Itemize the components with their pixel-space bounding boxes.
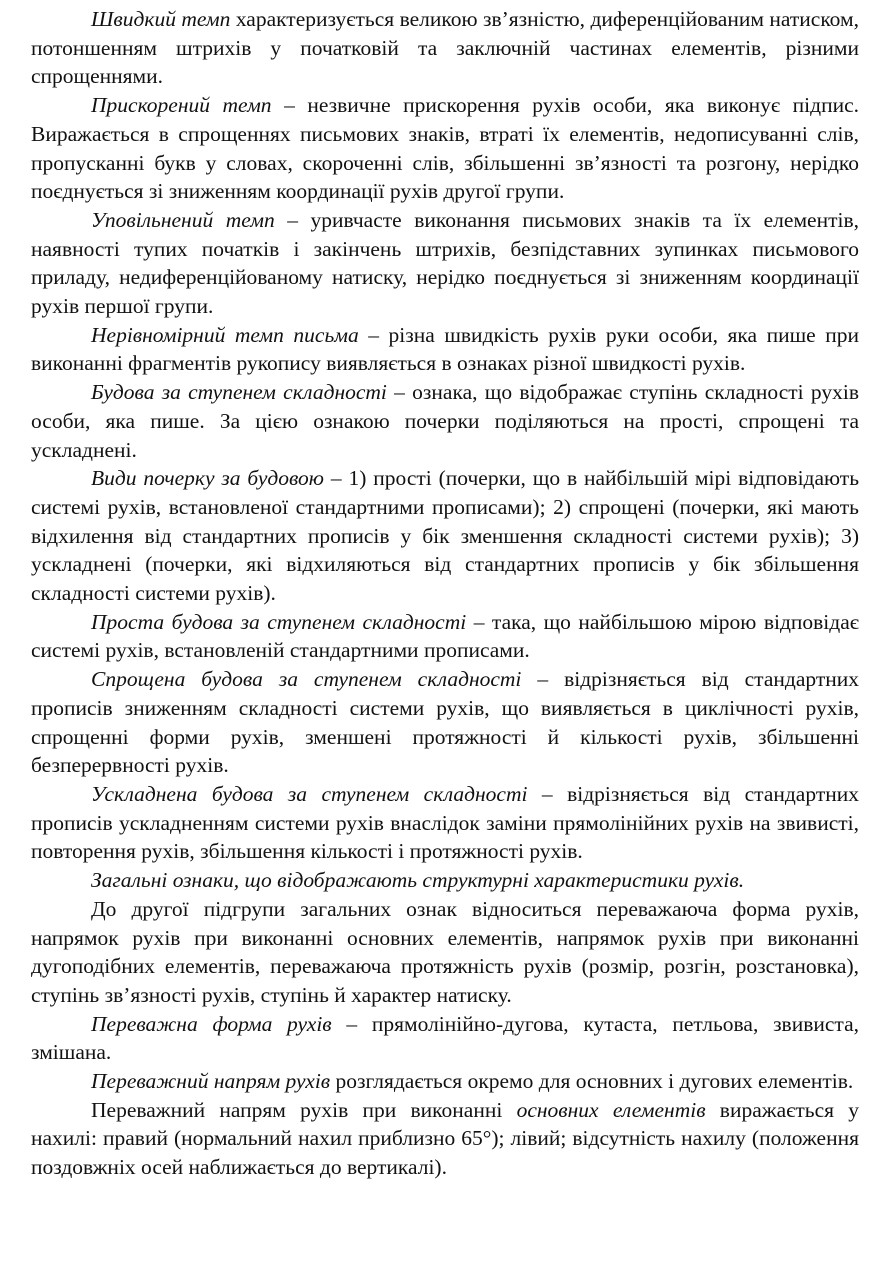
paragraph-simplified-structure: [31, 665, 859, 780]
paragraph-text: виражається у нахилі: правий (нормальний нахил приблизно 65°); лівий; відсутність нахилу (положення поздовжніх осей наближається до вертикалі).: [31, 1097, 860, 1180]
paragraph-text: – прямолінійно-дугова, кутаста, петльова, звивиста, змішана.: [31, 1011, 859, 1065]
term: Прискорений темп: [91, 93, 272, 118]
paragraph-text: – уривчасте виконання письмових знаків та їх елементів, наявності тупих початків і закінчень штрихів, безпідставних зупинках письмового приладу, недиференційованому натиску, нерідко поєднується зі зниженням координації рухів першої групи.: [31, 207, 859, 319]
section-heading: [31, 866, 859, 895]
term: Уповільнений темп: [91, 207, 275, 232]
paragraph-movement-form: [31, 1010, 859, 1067]
paragraph-uneven-tempo: [31, 321, 859, 378]
paragraph-handwriting-types: [31, 464, 859, 608]
term: Проста будова за ступенем складності: [91, 609, 467, 634]
term: Будова за ступенем складності: [91, 380, 387, 405]
paragraph-text: розглядається окремо для основних і дугових елементів.: [330, 1069, 854, 1094]
paragraph-text: Переважний напрям рухів при виконанні: [91, 1097, 517, 1122]
term: Види почерку за будовою: [91, 466, 324, 491]
paragraph-complicated-structure: [31, 780, 859, 866]
paragraph-slow-tempo: [31, 206, 859, 321]
term: Переважна форма рухів: [91, 1011, 332, 1036]
paragraph-accelerated-tempo: [31, 91, 859, 206]
paragraph-text: – незвичне прискорення рухів особи, яка виконує підпис. Виражається в спрощеннях письмових знаків, втраті їх елементів, недописуванні слів, пропусканні букв у словах, скороченні слів, збільшенні зв’язності та розгону, нерідко поєднується зі зниженням координації рухів другої групи.: [31, 93, 859, 204]
paragraph-complexity-structure: [31, 378, 859, 464]
term: основних елементів: [516, 1097, 706, 1122]
paragraph-text: – 1) прості (почерки, що в найбільшій мірі відповідають системі рухів, встановленої стандартними прописами); 2) спрощені (почерки, які мають відхилення від стандартних прописів у бік зменшення складності системи рухів); 3) ускладнені (почерки, які відхиляються від стандартних прописів у бік збільшення складності системи рухів).: [31, 466, 859, 606]
paragraph-movement-direction: [31, 1067, 859, 1096]
term: Швидкий темп: [91, 7, 231, 31]
term: Переважний напрям рухів: [91, 1069, 331, 1094]
paragraph-fast-tempo: [31, 5, 859, 91]
paragraph-text: характеризується великою зв’язністю, диференційованим натиском, потоншенням штрихів у початковій та заключній частинах елементів, різними спрощеннями.: [31, 7, 859, 89]
term: Нерівномірний темп письма: [91, 322, 359, 347]
term: Загальні ознаки, що відображають структурні характеристики рухів.: [91, 868, 745, 893]
paragraph-text: – різна швидкість рухів руки особи, яка пише при виконанні фрагментів рукопису виявляється в ознаках різної швидкості рухів.: [31, 322, 859, 376]
paragraph-text: – така, що найбільшою мірою відповідає системі рухів, встановленій стандартними прописами.: [31, 609, 859, 663]
paragraph-text: – ознака, що відображає ступінь складності рухів особи, яка пише. За цією ознакою почерки поділяються на прості, спрощені та ускладнені.: [31, 380, 859, 462]
term: Спрощена будова за ступенем складності: [91, 667, 522, 692]
paragraph-text: До другої підгрупи загальних ознак відноситься переважаюча форма рухів, напрямок рухів при виконанні основних елементів, напрямок рухів при виконанні дугоподібних елементів, переважаюча протяжність рухів (розмір, розгін, розстановка), ступінь зв’язності рухів, ступінь й характер натиску.: [31, 896, 859, 1007]
term: Ускладнена будова за ступенем складності: [91, 781, 528, 806]
paragraph-main-elements-slant: [31, 1096, 859, 1182]
paragraph-text: – відрізняється від стандартних прописів зниженням складності системи рухів, що виявляється в циклічності рухів, спрощенні форми рухів, зменшені протяжності й кількості рухів, збільшенні безперервності рухів.: [31, 667, 859, 778]
paragraph-second-subgroup: [31, 895, 859, 1010]
paragraph-text: – відрізняється від стандартних прописів ускладненням системи рухів внаслідок заміни прямолінійних рухів на звивисті, повторення рухів, збільшення кількості і протяжності рухів.: [31, 781, 859, 864]
paragraph-simple-structure: [31, 608, 859, 665]
document-page: [31, 5, 859, 1182]
